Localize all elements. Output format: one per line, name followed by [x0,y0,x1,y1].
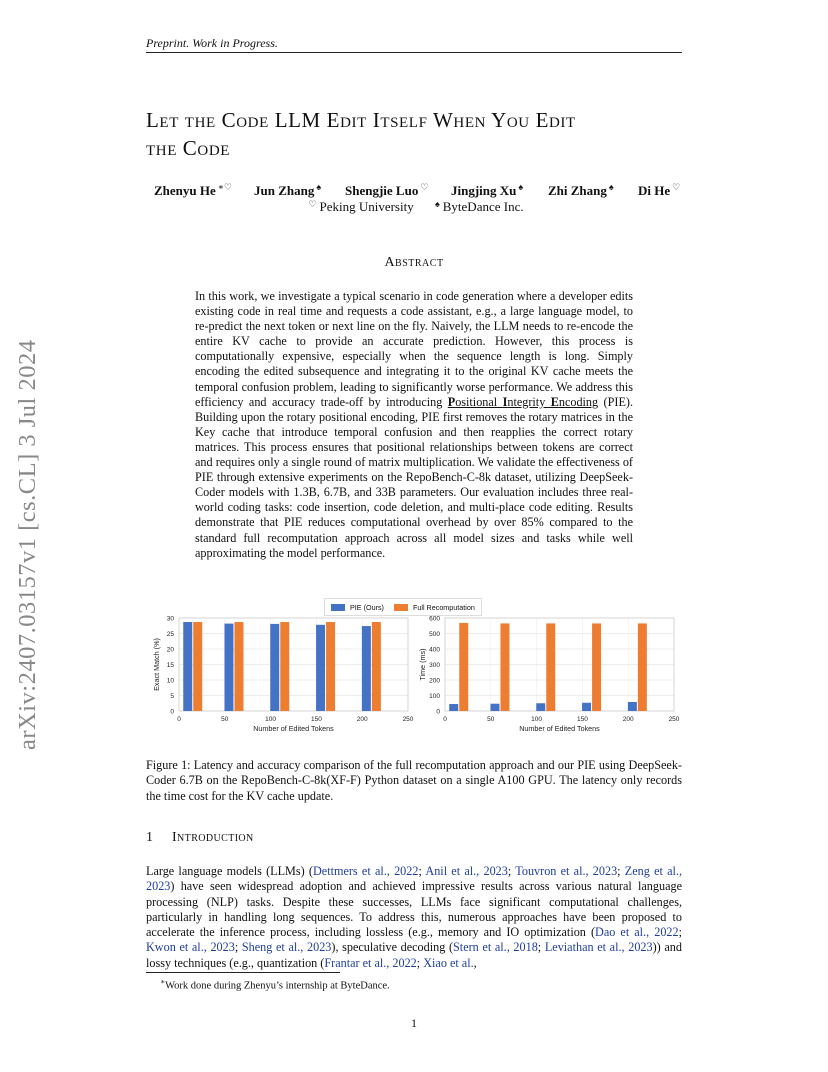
y-tick-label: 10 [166,677,174,685]
footnote-rule [146,972,340,973]
title-line-2: the Code [146,136,231,160]
legend-item-full [394,603,475,612]
affiliation-mark: ♠ [316,182,322,192]
y-tick-label: 200 [429,677,440,685]
affiliation [435,199,524,214]
citation-link[interactable]: Touvron et al., 2023 [515,864,618,878]
bar-full-recomputation [234,622,243,711]
bar-full-recomputation [546,623,555,711]
y-tick-label: 0 [170,708,174,716]
bar-pie [183,622,192,711]
y-tick-label: 25 [166,631,174,638]
footnote-text: Work done during Zhenyu’s internship at ByteDance. [165,980,390,992]
bar-full-recomputation [500,623,509,711]
title-line-1: Let the Code LLM Edit Itself When You Edit [146,108,576,132]
author [345,182,428,199]
citation-link[interactable]: Dao et al., 2022 [595,925,679,940]
bar-pie [582,703,591,711]
author [154,182,232,199]
affiliation-mark: ♠ [518,182,524,192]
section-heading [146,830,682,846]
legend-label-full: Full Recomputation [412,602,475,612]
bar-pie [490,704,499,711]
y-tick-label: 100 [429,693,440,700]
x-tick-label: 0 [177,716,181,723]
header-rule [146,52,682,53]
y-tick-label: 300 [429,662,440,669]
acronym-word: ntegrity [507,394,551,409]
bar-pie [449,704,458,711]
arxiv-stamp: arXiv:2407.03157v1 [cs.CL] 3 Jul 2024 [14,339,41,750]
affiliation-name: ByteDance Inc. [442,199,524,214]
author [548,182,614,199]
affiliation [308,199,413,214]
abstract-text: (PIE). Building upon the rotary positional encoding, PIE first removes the rotary matrices in the Key cache that introduce temporal confusion and then reapplies the correct rotary matrices. This process ensures that positional relationships between tokens are correct and requires only a single round of matrix multiplication. We validate the effectiveness of PIE through extensive experiments on the RepoBench-C-8k dataset, utilizing DeepSeek-Coder models with 1.3B, 6.7B, and 33B parameters. Our evaluation includes three real-world coding tasks: code insertion, code deletion, and multi-place code editing. Results demonstrate that PIE reduces computational overhead by over 85% compared to the standard full recomputation approach across all model sizes and tasks while well approximating the model performance. [195,394,633,560]
text: ; [418,864,426,878]
footnote [160,977,390,992]
footnote-mark: ∗ [160,977,166,986]
x-axis-label: Number of Edited Tokens [519,724,600,733]
bar-full-recomputation [592,623,601,711]
citation-link[interactable]: Frantar et al., 2022 [324,955,417,970]
figure-1 [146,598,682,740]
section-number: 1 [146,830,153,845]
affiliation-mark: ∗♡ [217,182,232,192]
citation-link[interactable]: Sheng et al., 2023 [241,940,332,955]
bar-pie [270,624,279,711]
citation-link[interactable]: Stern et al., 2018 [453,940,538,955]
bar-full-recomputation [193,622,202,711]
bar-full-recomputation [459,623,468,711]
text: ; [617,864,625,878]
author-name: Zhi Zhang [548,183,607,198]
bar-pie [536,703,545,711]
text: Large language models (LLMs) ( [146,864,313,878]
abstract-body [195,289,633,561]
y-tick-label: 600 [429,615,440,623]
text: ; [678,925,683,940]
acronym-word: ositional [455,394,503,409]
x-tick-label: 200 [356,716,368,723]
affiliation-name: Peking University [319,199,414,214]
abstract-heading: Abstract [384,255,444,270]
pie-acronym-expansion [448,395,598,409]
bar-pie [628,702,637,711]
legend-label-pie: PIE (Ours) [350,602,384,612]
bar-pie [224,624,233,711]
legend-swatch-pie [331,604,345,611]
x-tick-label: 100 [531,716,543,723]
author-name: Shengjie Luo [345,183,419,198]
text: ; [416,955,424,970]
x-tick-label: 150 [576,716,588,723]
section-title: Introduction [172,830,254,845]
affiliation-mark: ♡ [672,182,681,192]
abstract-text: In this work, we investigate a typical scenario in code generation where a developer edits existing code in real time and requests a code assistant, e.g., a large language model, to re-predict the next token or next line on the fly. Naively, the LLM needs to re-encode the entire KV cache to provide an accurate prediction. However, this process is computationally expensive, especially when the sequence length is long. Simply encoding the edited subsequence and integrating it to the original KV cache meets the temporal confusion problem, leading to significantly worse performance. We address this efficiency and accuracy trade-off by introducing [195,289,633,409]
y-tick-label: 15 [166,662,174,669]
x-tick-label: 200 [622,716,634,723]
acronym-letter: E [550,394,559,409]
legend-swatch-full [394,604,408,611]
citation-link[interactable]: Leviathan et al., 2023 [544,940,653,955]
y-tick-label: 30 [166,615,174,623]
y-tick-label: 0 [436,708,440,716]
bar-pie [316,625,325,711]
y-tick-label: 400 [429,646,440,654]
citation-link[interactable]: Zeng et al., 2023 [146,864,682,894]
x-tick-label: 50 [221,716,229,723]
citation-link[interactable]: Xiao et al. [423,955,474,970]
x-tick-label: 250 [668,716,680,723]
x-tick-label: 150 [310,716,322,723]
affiliation-mark: ♠ [608,182,614,192]
citation-link[interactable]: Dettmers et al., 2022 [313,864,419,878]
citation-link[interactable]: Anil et al., 2023 [425,864,508,878]
text: ; [507,864,516,878]
acronym-word: ncoding [558,394,599,409]
text: ), speculative decoding ( [331,940,454,955]
bar-full-recomputation [638,623,647,711]
acronym-letter: P [447,394,456,409]
affiliation-list [146,199,686,215]
text: , [473,955,477,970]
y-axis-label: Time (ms) [418,648,427,681]
y-tick-label: 5 [170,693,174,700]
author-name: Jun Zhang [254,183,315,198]
x-axis-label: Number of Edited Tokens [253,724,334,733]
paper-title [146,106,686,162]
author-name: Di He [638,183,671,198]
affiliation-mark: ♡ [308,199,317,209]
author-name: Jingjing Xu [451,183,517,198]
introduction-paragraph [146,864,682,971]
y-tick-label: 500 [429,631,440,638]
author [638,182,680,199]
text: ; [537,940,545,955]
text: ) have seen widespread adoption and achieved impressive results across various natural language processing (NLP) tasks. Despite these successes, LLMs face significant computational challenges, particularly in handling long sequences. To address this, numerous approaches have been proposed to accelerate the inference process, including lossless (e.g., memory and IO optimization ( [146,879,682,940]
text: )) and lossy techniques (e.g., quantization ( [146,940,682,970]
author [254,182,321,199]
page-number: 1 [411,1016,417,1030]
y-axis-label: Exact Match (%) [152,638,161,691]
bar-charts [146,612,682,740]
x-tick-label: 100 [265,716,277,723]
bar-full-recomputation [280,622,289,711]
x-tick-label: 50 [487,716,495,723]
bar-full-recomputation [372,622,381,711]
figure-caption: Figure 1: Latency and accuracy comparison of the full recomputation approach and our PIE using DeepSeek-Coder 6.7B on the RepoBench-C-8k(XF-F) Python dataset on a single A100 GPU. The latency only records the time cost for the KV cache update. [146,758,682,803]
bar-pie [362,626,371,711]
x-tick-label: 0 [443,716,447,723]
affiliation-mark: ♡ [420,182,429,192]
y-tick-label: 20 [166,646,174,654]
text: ; [234,940,242,955]
affiliation-mark: ♠ [434,199,440,209]
bar-full-recomputation [326,622,335,711]
citation-link[interactable]: Kwon et al., 2023 [146,940,235,955]
legend-item-pie [331,603,384,612]
x-tick-label: 250 [402,716,414,723]
author-name: Zhenyu He [154,183,216,198]
running-header: Preprint. Work in Progress. [146,36,278,50]
acronym-letter: I [502,394,508,409]
author [451,182,523,199]
